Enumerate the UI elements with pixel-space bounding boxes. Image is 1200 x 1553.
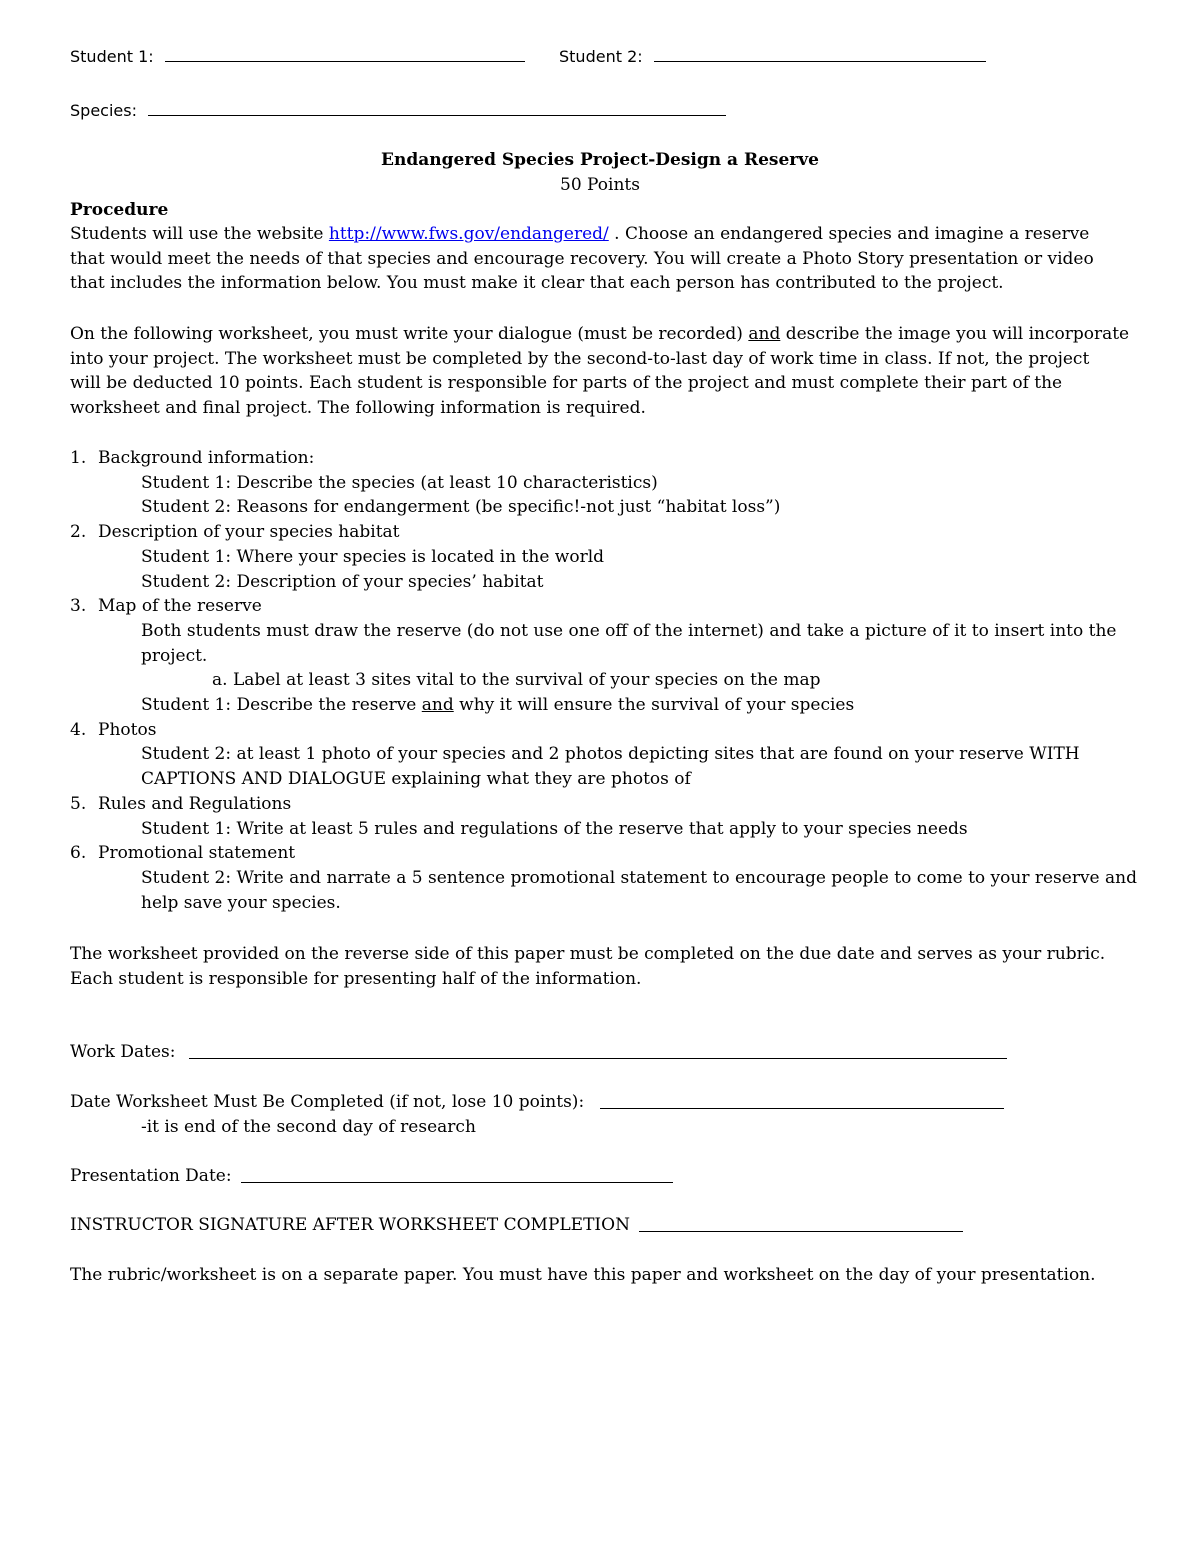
worksheet-paragraph: [70, 322, 1145, 421]
worksheet-date-blank[interactable]: [600, 1094, 1004, 1109]
worksheet-note: -it is end of the second day of research: [141, 1117, 476, 1137]
item-sub: Student 1: Describe the reserve: [141, 695, 422, 716]
list-item: [70, 792, 1145, 841]
closing-paragraph: [70, 942, 1145, 991]
student2-label: Student 2:: [559, 47, 643, 66]
list-item: [70, 841, 1145, 915]
page-title: Endangered Species Project-Design a Reserve: [381, 150, 819, 170]
item-number: 6.: [70, 843, 87, 864]
presentation-date-field[interactable]: [70, 1164, 673, 1189]
species-field[interactable]: [70, 99, 726, 124]
intro-text: that would meet the needs of that species and encourage recovery. You will create a Photo Story presentation or video: [70, 248, 1094, 269]
item-sub: Both students must draw the reserve (do not use one off of the internet) and take a picture of it to insert into the: [141, 620, 1117, 641]
item-title: Photos: [98, 719, 157, 740]
item-sub: help save your species.: [141, 892, 341, 913]
document-page: [70, 0, 1145, 1553]
student1-field[interactable]: [70, 45, 525, 70]
intro-text: that includes the information below. You must make it clear that each person has contributed to the project.: [70, 273, 1004, 294]
fws-link[interactable]: http://www.fws.gov/endangered/: [328, 224, 609, 244]
presentation-date-blank[interactable]: [241, 1168, 673, 1183]
points-label: 50 Points: [560, 175, 640, 195]
item-number: 2.: [70, 522, 87, 543]
worksheet-text: into your project. The worksheet must be completed by the second-to-last day of work time in class. If not, the project: [70, 348, 1090, 369]
species-blank[interactable]: [148, 101, 726, 116]
instructor-signature-field[interactable]: [70, 1213, 963, 1238]
student1-label: Student 1:: [70, 47, 154, 66]
student1-blank[interactable]: [165, 47, 525, 62]
closing-text: The worksheet provided on the reverse side of this paper must be completed on the due date and serves as your rubric.: [70, 944, 1106, 964]
item-title: Description of your species habitat: [98, 522, 400, 543]
worksheet-text: On the following worksheet, you must write your dialogue (must be recorded): [70, 324, 749, 344]
worksheet-text: worksheet and final project. The following information is required.: [70, 398, 646, 419]
item-sub: Student 1: Describe the species (at least 10 characteristics): [141, 472, 658, 493]
list-item: [70, 718, 1145, 792]
intro-text: . Choose an endangered species and imagine a reserve: [608, 224, 1090, 244]
item-number: 4.: [70, 719, 87, 740]
work-dates-blank[interactable]: [189, 1044, 1007, 1059]
item-title: Background information:: [98, 448, 315, 468]
item-sub: Student 1: Write at least 5 rules and regulations of the reserve that apply to your species needs: [141, 818, 968, 839]
list-item: [70, 594, 1145, 718]
requirements-list: [70, 446, 1145, 915]
list-item: [70, 520, 1145, 594]
item-sub: Student 2: Description of your species’ habitat: [141, 571, 544, 592]
item-title: Map of the reserve: [98, 596, 262, 617]
item-number: 1.: [70, 448, 87, 468]
instructor-signature-label: INSTRUCTOR SIGNATURE AFTER WORKSHEET COMPLETION: [70, 1215, 630, 1235]
student2-blank[interactable]: [654, 47, 986, 62]
item-title: Rules and Regulations: [98, 793, 292, 814]
item-number: 3.: [70, 596, 87, 617]
item-sub: Student 2: Reasons for endangerment (be specific!-not just “habitat loss”): [141, 497, 781, 518]
item-sub: project.: [141, 645, 208, 666]
item-sub: Student 2: Write and narrate a 5 sentence promotional statement to encourage people to come to your reserve and: [141, 867, 1137, 888]
closing-text: Each student is responsible for presenting half of the information.: [70, 968, 642, 989]
species-label: Species:: [70, 101, 137, 120]
list-item: [70, 446, 1145, 520]
worksheet-text: and: [748, 324, 781, 344]
worksheet-text: will be deducted 10 points. Each student is responsible for parts of the project and must complete their part of the: [70, 373, 1063, 394]
procedure-heading: Procedure: [70, 200, 169, 220]
intro-text: Students will use the website: [70, 224, 329, 244]
item-subsub: a. Label at least 3 sites vital to the survival of your species on the map: [212, 670, 821, 691]
student2-field[interactable]: [559, 45, 986, 70]
item-sub: Student 2: at least 1 photo of your species and 2 photos depicting sites that are found on your reserve WITH: [141, 744, 1080, 765]
worksheet-date-label: Date Worksheet Must Be Completed (if not, lose 10 points):: [70, 1092, 585, 1112]
worksheet-text: describe the image you will incorporate: [780, 324, 1130, 344]
intro-paragraph: [70, 222, 1145, 296]
work-dates-field[interactable]: [70, 1040, 1007, 1065]
work-dates-label: Work Dates:: [70, 1042, 176, 1062]
worksheet-date-field[interactable]: [70, 1090, 1004, 1115]
item-sub: CAPTIONS AND DIALOGUE explaining what they are photos of: [141, 769, 691, 790]
item-number: 5.: [70, 793, 87, 814]
item-sub: Student 1: Where your species is located in the world: [141, 546, 605, 567]
item-title: Promotional statement: [98, 843, 296, 864]
instructor-signature-blank[interactable]: [639, 1217, 963, 1232]
item-sub: why it will ensure the survival of your species: [453, 695, 855, 716]
footer-note: The rubric/worksheet is on a separate paper. You must have this paper and worksheet on the day of your presentation.: [70, 1265, 1096, 1285]
item-sub: and: [421, 695, 454, 716]
presentation-date-label: Presentation Date:: [70, 1166, 232, 1186]
